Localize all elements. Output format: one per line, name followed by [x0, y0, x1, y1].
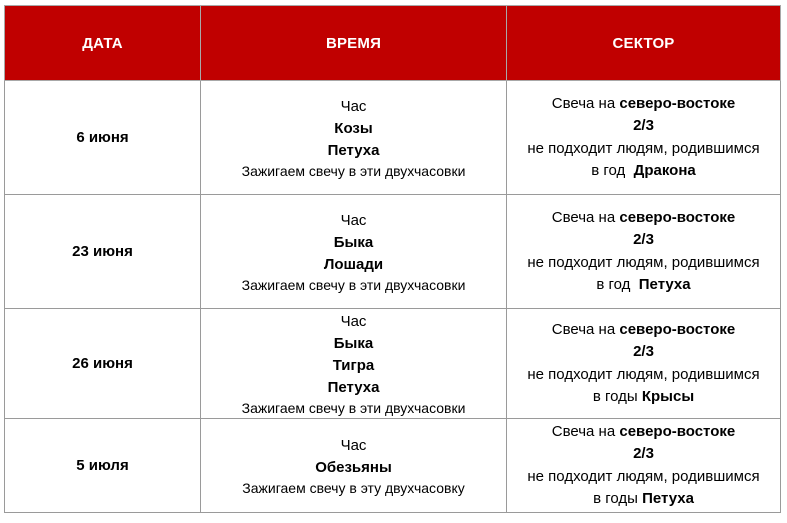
time-cell: [201, 419, 507, 513]
year-line: [507, 488, 780, 511]
fraction-line: [507, 341, 780, 364]
date-cell: 23 июня: [5, 195, 201, 309]
year-animal: Петуха: [642, 490, 694, 507]
header-sector: СЕКТОР: [507, 6, 781, 81]
lighting-note: Зажигаем свечу в эти двухчасовки: [241, 162, 466, 179]
year-line: [507, 160, 780, 183]
hour-animal: Тигра: [332, 356, 375, 374]
lighting-note: Зажигаем свечу в эти двухчасовки: [241, 399, 466, 416]
year-prefix: в годы: [592, 388, 642, 405]
time-cell: [201, 195, 507, 309]
date-cell: 6 июня: [5, 81, 201, 195]
year-animal: Петуха: [638, 276, 691, 293]
date-cell: 5 июля: [5, 419, 201, 513]
date-cell: 26 июня: [5, 309, 201, 419]
table-row: [5, 309, 781, 419]
candle-line: [507, 421, 780, 444]
year-prefix: в год: [591, 162, 634, 179]
fraction: 2/3: [633, 343, 654, 360]
year-prefix: в год: [596, 276, 639, 293]
candle-prefix: Свеча на: [551, 320, 620, 338]
year-prefix: в годы: [593, 490, 643, 507]
hour-animal: Петуха: [327, 378, 380, 396]
warning-line: не подходит людям, родившимся: [527, 253, 760, 271]
table-row: [5, 195, 781, 309]
hour-word: Час: [340, 211, 367, 229]
candle-line: [507, 93, 780, 116]
header-date: ДАТА: [5, 6, 201, 81]
warning-line: не подходит людям, родившимся: [527, 139, 760, 157]
sector-cell: [507, 81, 781, 195]
time-cell: [201, 81, 507, 195]
candle-prefix: Свеча на: [551, 208, 620, 226]
fraction: 2/3: [633, 117, 654, 134]
hour-animal: Петуха: [327, 141, 380, 159]
candle-line: [507, 207, 780, 230]
table-row: [5, 81, 781, 195]
time-cell: [201, 309, 507, 419]
fraction-line: [507, 115, 780, 138]
year-line: [507, 274, 780, 297]
candle-prefix: Свеча на: [551, 422, 620, 440]
hour-animal: Козы: [334, 119, 373, 137]
candle-direction: северо-востоке: [619, 320, 736, 338]
candle-direction: северо-востоке: [619, 208, 736, 226]
year-animal: Дракона: [633, 162, 696, 179]
fraction: 2/3: [633, 445, 654, 462]
table-header: [5, 6, 781, 81]
warning-line: не подходит людям, родившимся: [527, 365, 760, 383]
lighting-note: Зажигаем свечу в эти двухчасовки: [241, 276, 466, 293]
hour-animal: Быка: [333, 334, 374, 352]
sector-cell: [507, 195, 781, 309]
hour-word: Час: [340, 97, 367, 115]
header-time: ВРЕМЯ: [201, 6, 507, 81]
candle-prefix: Свеча на: [551, 94, 620, 112]
fraction: 2/3: [633, 231, 654, 248]
table-body: [5, 81, 781, 513]
candle-schedule-table: [4, 5, 781, 513]
hour-animal: Лошади: [323, 255, 384, 273]
fraction-line: [507, 229, 780, 252]
candle-line: [507, 319, 780, 342]
table-row: [5, 419, 781, 513]
candle-direction: северо-востоке: [619, 94, 736, 112]
year-line: [507, 386, 780, 409]
hour-word: Час: [340, 312, 367, 330]
hour-animal: Быка: [333, 233, 374, 251]
sector-cell: [507, 309, 781, 419]
hour-animal: Обезьяны: [315, 458, 392, 476]
fraction-line: [507, 443, 780, 466]
sector-cell: [507, 419, 781, 513]
header-row: [5, 6, 781, 81]
candle-direction: северо-востоке: [619, 422, 736, 440]
hour-word: Час: [340, 436, 367, 454]
lighting-note: Зажигаем свечу в эту двухчасовку: [242, 479, 465, 496]
warning-line: не подходит людям, родившимся: [527, 467, 760, 485]
year-animal: Крысы: [641, 388, 695, 405]
